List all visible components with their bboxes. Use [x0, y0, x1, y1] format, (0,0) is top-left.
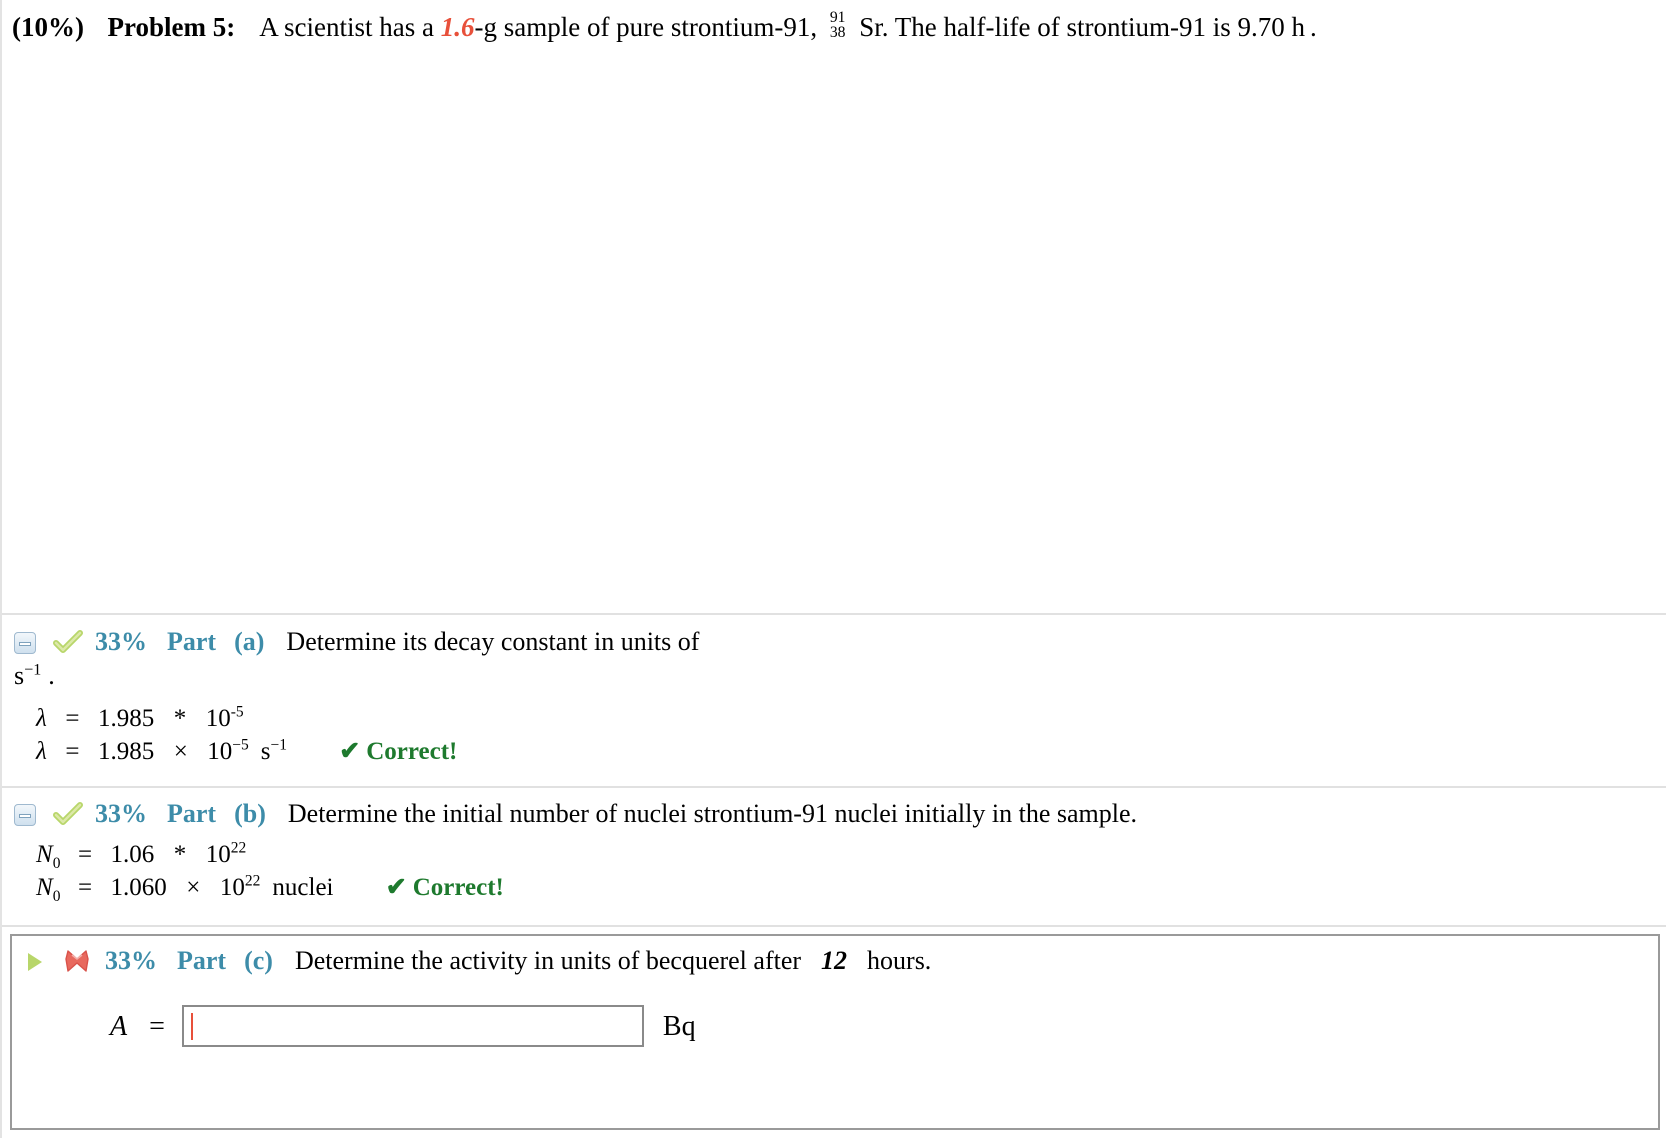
part-c-prompt-text-2: hours.: [867, 946, 932, 975]
isotope-symbol: Sr: [859, 12, 882, 42]
part-b-prompt: Determine the initial number of nuclei strontium-91 nuclei initially in the sample.: [287, 799, 1138, 828]
time-value: 12: [821, 946, 848, 975]
part-b-name: Part: [167, 799, 217, 828]
part-b-graded-exponent: 22: [244, 872, 261, 890]
part-b-graded-operator: ×: [186, 874, 201, 901]
isotope-mass-number: 91: [829, 9, 846, 27]
part-b-percent: 33%: [95, 799, 147, 828]
part-c-letter: (c): [244, 946, 273, 975]
isotope-atomic-number: 38: [829, 23, 846, 41]
part-b-header: [2, 797, 1666, 831]
answer-equals-sign: =: [149, 1011, 165, 1042]
part-a-entered-mantissa: 1.985: [97, 705, 155, 732]
problem-text-part2: -g sample of pure strontium-91,: [474, 12, 818, 42]
problem-text-part1: A scientist has a: [259, 12, 434, 42]
red-x-icon: [63, 948, 91, 974]
problem-text-part4: .: [1309, 12, 1317, 42]
part-b-graded-base: 10: [219, 874, 245, 901]
part-b-entered-operator: *: [173, 841, 187, 868]
isotope-notation: [829, 9, 858, 41]
part-a-letter: (a): [234, 627, 265, 656]
part-a-graded-unit-base: s: [260, 738, 271, 765]
part-a-period: .: [48, 661, 55, 690]
part-b-block: [2, 797, 1666, 904]
part-a-entered-equals: =: [65, 705, 80, 732]
part-c-percent: 33%: [105, 946, 157, 975]
part-b-status-badge: [386, 874, 504, 901]
part-a-entered-base: 10: [205, 705, 231, 732]
part-a-unit-base: s: [14, 661, 25, 690]
part-b-entered-answer: [2, 838, 1666, 871]
text-caret: [191, 1013, 193, 1040]
collapse-box-icon[interactable]: [14, 804, 36, 826]
part-b-graded-answer: [2, 871, 1666, 904]
part-b-graded-equals: =: [77, 874, 93, 901]
part-a-entered-symbol: λ: [36, 705, 47, 732]
part-b-entered-subscript: 0: [52, 855, 61, 872]
part-c-name: Part: [177, 946, 227, 975]
part-a-header: [2, 625, 1666, 693]
part-a-percent: 33%: [95, 627, 147, 656]
divider-above-part-a: [2, 613, 1666, 615]
green-check-icon: [53, 629, 83, 653]
part-b-graded-symbol: N: [36, 874, 53, 901]
correct-check-icon: ✔: [385, 874, 407, 901]
part-b-entered-symbol: N: [36, 841, 53, 868]
part-b-status-text: Correct!: [412, 874, 504, 901]
problem-statement: [12, 8, 1656, 46]
collapse-box-icon[interactable]: [14, 632, 36, 654]
part-a-graded-base: 10: [207, 738, 233, 765]
answer-input[interactable]: [182, 1005, 644, 1047]
problem-weight: (10%): [12, 12, 84, 42]
divider-above-part-c: [2, 925, 1666, 927]
part-c-header: [12, 944, 1652, 978]
part-a-prompt-units: [14, 661, 55, 690]
problem-number-label: Problem 5:: [107, 12, 236, 42]
part-a-prompt: Determine its decay constant in units of: [286, 627, 700, 656]
green-check-icon: [53, 801, 83, 825]
part-b-entered-equals: =: [77, 841, 93, 868]
part-b-graded-subscript: 0: [52, 888, 61, 905]
part-a-block: [2, 625, 1666, 768]
part-c-prompt-text-1: Determine the activity in units of becquerel after: [294, 946, 802, 975]
mass-value: 1.6: [440, 12, 475, 42]
problem-text-part3: . The half-life of strontium-91 is 9.70 h: [881, 12, 1305, 42]
answer-unit-label: Bq: [662, 1011, 696, 1042]
expand-triangle-icon[interactable]: [24, 951, 46, 973]
part-b-letter: (b): [234, 799, 266, 828]
part-c-answer-row: [12, 1004, 1652, 1050]
part-b-graded-unit: nuclei: [272, 874, 334, 901]
part-b-entered-exponent: 22: [230, 839, 247, 857]
part-a-entered-operator: *: [173, 705, 187, 732]
part-a-graded-answer: [2, 735, 1666, 768]
part-c-block: [12, 944, 1652, 1050]
part-a-graded-equals: =: [65, 738, 80, 765]
part-a-graded-mantissa: 1.985: [97, 738, 155, 765]
correct-check-icon: ✔: [339, 738, 361, 765]
divider-above-part-b: [2, 786, 1666, 788]
part-a-entered-exponent: -5: [230, 703, 244, 721]
answer-symbol-label: A: [110, 1011, 128, 1042]
part-a-status-text: Correct!: [366, 738, 458, 765]
part-a-unit-exponent: −1: [24, 661, 42, 679]
part-a-graded-exponent: −5: [232, 736, 249, 754]
part-a-status-badge: [339, 738, 457, 765]
part-a-graded-operator: ×: [173, 738, 188, 765]
part-b-entered-mantissa: 1.06: [110, 841, 155, 868]
part-a-name: Part: [167, 627, 217, 656]
part-b-graded-mantissa: 1.060: [110, 874, 167, 901]
part-a-entered-answer: [2, 702, 1666, 735]
part-a-graded-symbol: λ: [36, 738, 47, 765]
part-b-entered-base: 10: [205, 841, 231, 868]
part-a-graded-unit-exponent: −1: [270, 736, 288, 754]
